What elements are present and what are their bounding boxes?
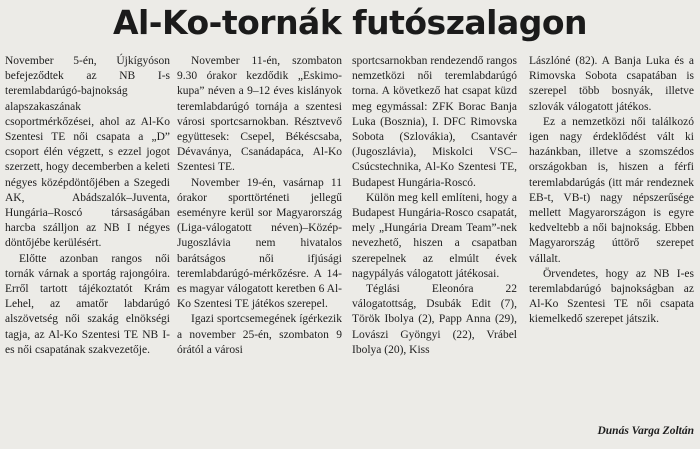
paragraph: Külön meg kell említeni, hogy a Budapest Hungária-Rosco csapatát, mely „Hungária Dream Team”-nek nevezhető, hiszen a csapatban szerepelnek az elmúlt évek nagypályás válogatott játékosai. [352, 191, 517, 280]
paragraph: Előtte azonban rangos női tornák várnak a sportág rajongóira. Erről tartott tájékoztatót Krám Lehel, az amatőr labdarúgó alszövetség női szakág elnökségi tagja, az Al-Ko Szentesi TE NB I-es női csapatának szakvezetője. [5, 252, 170, 356]
paragraph: Igazi sportcsemegének ígérkezik a november 25-én, szombaton 9 órától a városi [177, 313, 342, 356]
author-byline: Dunás Varga Zoltán [597, 425, 694, 437]
paragraph: Ez a nemzetközi női találkozó igen nagy érdeklődést vált ki hazánkban, illetve a szomszédos országokban is, hiszen a férfi teremlabdarúgás (itt már rendeznek EB-t, VB-t) nagy népszerűsége mellett Magyarországon is egyre kedveltebb a női bajnokság. Ebben Magyarország úttörő szerepet vállalt. [529, 115, 694, 265]
paragraph: November 5-én, Újkígyóson befejeződtek az NB I-s teremlabdarúgó-bajnokság alapszakaszának csoportmérkőzései, ahol az Al-Ko Szentesi TE női csapata a „D” csoport élén végzett, s ezzel jogot szerzett, hogy decemberben a keleti négyes középdöntőjében a Szegedi AK, Abádszalók–Juventa, Hungária–Roscó társaságában harcba szálljon az NB I négyes döntőjébe kerülésért. [5, 55, 170, 250]
article-column-1 [5, 54, 170, 358]
paragraph: Örvendetes, hogy az NB I-es teremlabdarúgó bajnokságban az Al-Ko Szentesi TE női csapata kiemelkedő szerepet játszik. [529, 267, 694, 326]
article-column-2 [177, 54, 342, 358]
article-column-3 [352, 54, 517, 358]
paragraph: Lászlóné (82). A Banja Luka és a Rimovska Sobota csapatában is szerepel több bosnyák, illetve szlovák válogatott játékos. [529, 55, 694, 113]
article-column-4 [529, 54, 694, 328]
paragraph: November 19-én, vasárnap 11 órakor sporttörténeti jellegű eseményre kerül sor Magyarország (Liga-válogatott néven)–Közép-Jugoszlávia nem hivatalos barátságos női ifjúsági teremlabdarúgó-mérkőzésre. A 14-es magyar válogatott keretben 6 Al-Ko Szentesi TE játékos szerepel. [177, 176, 342, 311]
paragraph: November 11-én, szombaton 9.30 órakor kezdődik „Eskimo-kupa” néven a 9–12 éves kislányok teremlabdarúgó tornája a szentesi városi sportcsarnokban. Résztvevő együttesek: Csepel, Békéscsaba, Dévaványa, Csanádapáca, Al-Ko Szentesi TE. [177, 55, 342, 174]
headline: Al-Ko-tornák futószalagon [112, 3, 588, 42]
paragraph: sportcsarnokban rendezendő rangos nemzetközi női teremlabdarúgó torna. A következő hat csapat küzd meg egymással: ZFK Borac Banja Luka (Bosznia), I. DFC Rimovska Sobota (Szlovákia), Csantavér (Jugoszlávia), Miskolci VSC–Csúcstechnika, Al-Ko Szentesi TE, Budapest Hungária-Roscó. [352, 55, 517, 189]
paragraph: Téglási Eleonóra 22 válogatottság, Dsubák Edit (7), Török Ibolya (2), Papp Anna (29), Lovászi Gyöngyi (22), Vrábel Ibolya (20), Kiss [352, 283, 517, 356]
